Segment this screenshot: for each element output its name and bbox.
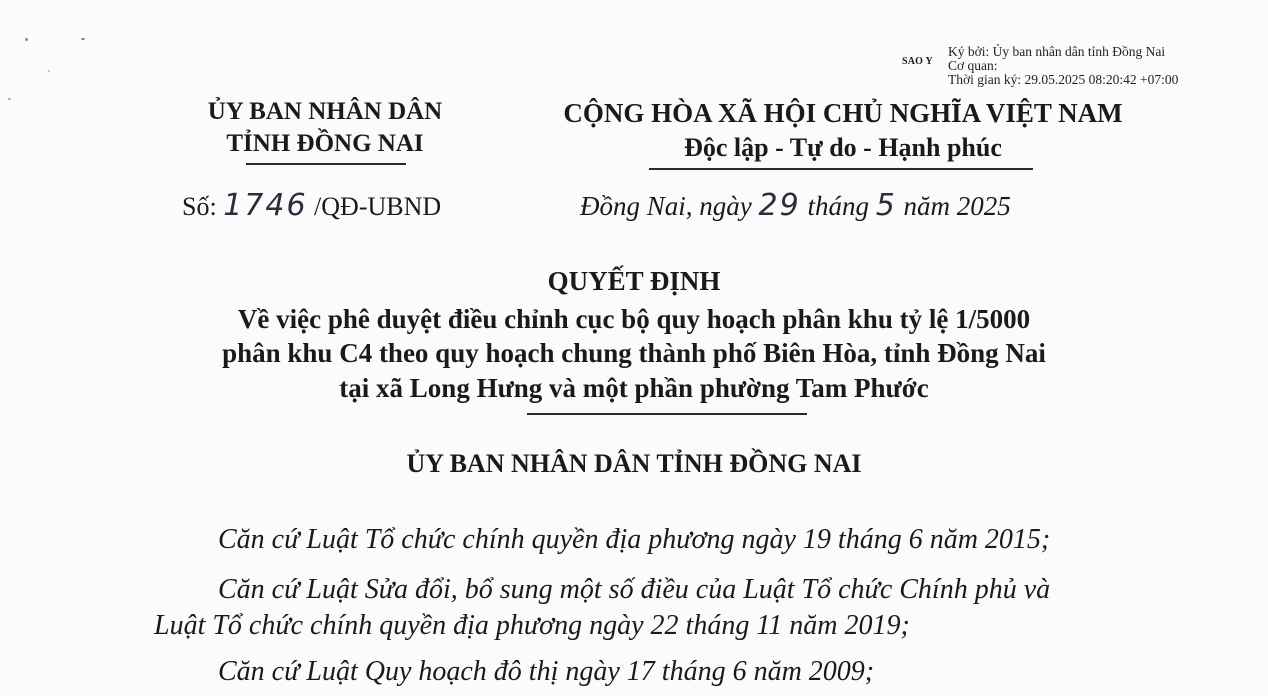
legal-basis-1: Căn cứ Luật Tổ chức chính quyền địa phương ngày 19 tháng 6 năm 2015;: [218, 524, 1051, 555]
document-number: [182, 188, 441, 223]
national-title: CỘNG HÒA XÃ HỘI CHỦ NGHĨA VIỆT NAM: [563, 98, 1123, 128]
handwritten-number: 1746: [223, 188, 308, 223]
date-month-label: tháng: [800, 191, 876, 221]
national-motto: Độc lập - Tự do - Hạnh phúc: [684, 133, 1002, 162]
scan-speck: [48, 70, 50, 72]
date-prefix: Đồng Nai, ngày: [580, 191, 759, 221]
number-suffix: /QĐ-UBND: [307, 192, 442, 221]
number-prefix: Số:: [182, 192, 224, 221]
motto-underline: [649, 168, 1033, 170]
scan-speck: [81, 38, 85, 40]
decision-subject-line2: phân khu C4 theo quy hoạch chung thành phố Biên Hòa, tỉnh Đồng Nai: [222, 338, 1046, 368]
digital-signature-block: [948, 45, 1178, 87]
signed-by: Ký bởi: Ủy ban nhân dân tỉnh Đồng Nai: [948, 44, 1166, 59]
issuing-agency: ỦY BAN NHÂN DÂN TỈNH ĐỒNG NAI: [406, 449, 862, 478]
handwritten-month: 5: [875, 188, 897, 223]
legal-basis-2-line2: Luật Tổ chức chính quyền địa phương ngày 22 tháng 11 năm 2019;: [154, 610, 910, 641]
decision-heading: QUYẾT ĐỊNH: [547, 266, 721, 296]
date-year: năm 2025: [896, 191, 1011, 221]
copy-mark: SAO Y: [902, 56, 933, 67]
decision-subject-line3: tại xã Long Hưng và một phần phường Tam Phước: [339, 373, 929, 403]
title-underline: [527, 413, 807, 415]
issuer-line2: TỈNH ĐỒNG NAI: [226, 130, 424, 157]
legal-basis-2-line1: Căn cứ Luật Sửa đổi, bổ sung một số điều của Luật Tổ chức Chính phủ và: [218, 574, 1051, 605]
legal-basis-3: Căn cứ Luật Quy hoạch đô thị ngày 17 tháng 6 năm 2009;: [218, 656, 875, 687]
signed-time: Thời gian ký: 29.05.2025 08:20:42 +07:00: [948, 72, 1179, 87]
document-date: [580, 188, 1011, 223]
decision-subject-line1: Về việc phê duyệt điều chỉnh cục bộ quy hoạch phân khu tỷ lệ 1/5000: [237, 304, 1031, 334]
scan-speck: [8, 98, 11, 100]
handwritten-day: 29: [758, 188, 801, 223]
signing-agency: Cơ quan:: [948, 58, 998, 73]
issuer-line1: ỦY BAN NHÂN DÂN: [207, 98, 443, 125]
scan-speck: [25, 38, 28, 41]
issuer-underline: [246, 163, 406, 165]
